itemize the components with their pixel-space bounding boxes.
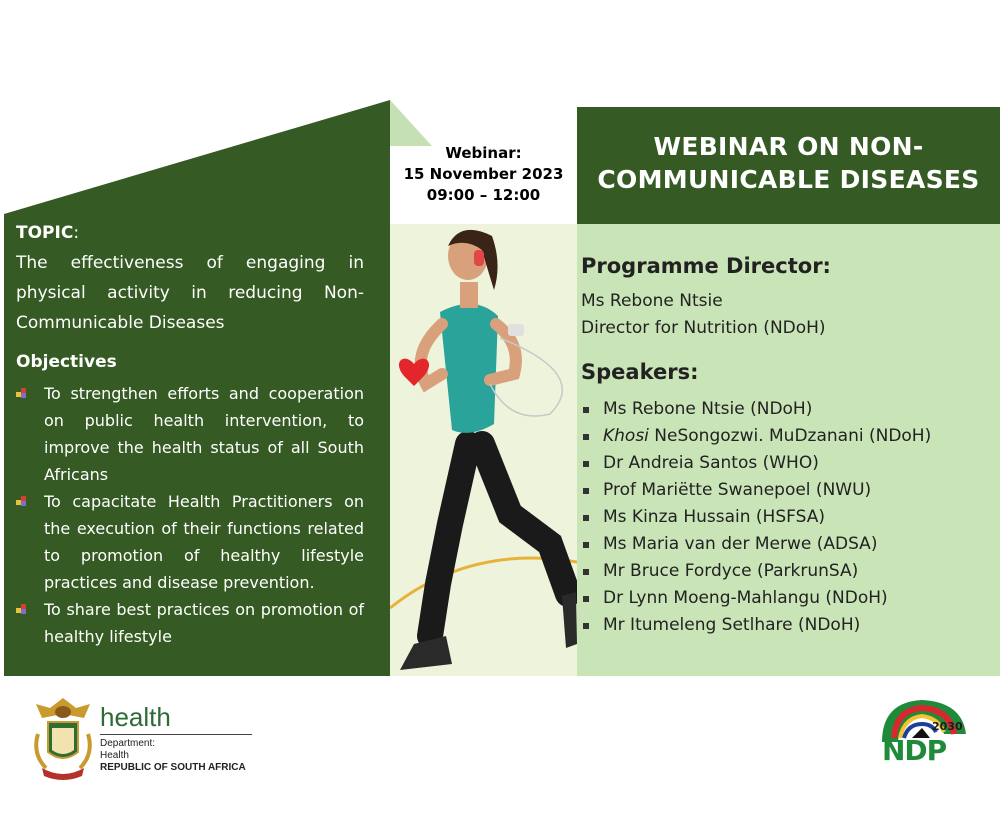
health-department-logo <box>28 694 268 782</box>
speaker-item: Prof Mariëtte Swanepoel (NWU) <box>581 477 931 504</box>
bullet-icon <box>16 496 27 507</box>
speaker-item: Mr Bruce Fordyce (ParkrunSA) <box>581 558 931 585</box>
speakers-list <box>581 396 931 639</box>
speaker-item: Ms Maria van der Merwe (ADSA) <box>581 531 931 558</box>
programme-director-info <box>581 288 826 342</box>
department-text: Department: Health REPUBLIC OF SOUTH AFRICA <box>100 738 246 773</box>
programme-director-title: Programme Director: <box>581 254 831 278</box>
runner-illustration <box>390 224 577 676</box>
objectives-list <box>16 380 364 650</box>
webinar-datetime <box>390 143 577 206</box>
ndp-2030-logo <box>874 694 970 766</box>
topic-label: TOPIC <box>16 223 74 243</box>
topic-text: The effectiveness of engaging in physical activity in reducing Non-Communicable Diseases <box>16 253 364 333</box>
webinar-time: 09:00 – 12:00 <box>426 186 541 204</box>
webinar-date: 15 November 2023 <box>403 165 564 183</box>
ndp-year: 2030 <box>932 720 963 733</box>
objective-item: To capacitate Health Practitioners on the execution of their functions related to promotion of healthy lifestyle practices and disease prevention. <box>16 488 364 596</box>
bullet-icon <box>16 388 27 399</box>
speaker-item: Ms Rebone Ntsie (NDoH) <box>581 396 931 423</box>
objective-item: To strengthen efforts and cooperation on public health intervention, to improve the health status of all South Africans <box>16 380 364 488</box>
runner-photo <box>390 224 577 676</box>
objective-item: To share best practices on promotion of healthy lifestyle <box>16 596 364 650</box>
bullet-icon <box>16 604 27 615</box>
programme-director-name: Ms Rebone Ntsie <box>581 291 723 311</box>
programme-director-role: Director for Nutrition (NDoH) <box>581 318 826 338</box>
speaker-item: Dr Andreia Santos (WHO) <box>581 450 931 477</box>
webinar-label: Webinar: <box>445 144 522 162</box>
speaker-item: Ms Kinza Hussain (HSFSA) <box>581 504 931 531</box>
ndp-wordmark: NDP <box>882 734 947 767</box>
health-wordmark: health <box>100 702 171 732</box>
speaker-item: Mr Itumeleng Setlhare (NDoH) <box>581 612 931 639</box>
speaker-item: Khosi NeSongozwi. MuDzanani (NDoH) <box>581 423 931 450</box>
logo-divider <box>100 734 252 735</box>
webinar-title: WEBINAR ON NON- COMMUNICABLE DISEASES <box>597 132 980 194</box>
objectives-title: Objectives <box>16 352 117 372</box>
coat-of-arms-icon <box>28 694 98 782</box>
topic-block: TOPIC: The effectiveness of engaging in physical activity in reducing Non-Communicable Diseases <box>16 223 364 333</box>
speakers-title: Speakers: <box>581 360 699 384</box>
speaker-item: Dr Lynn Moeng-Mahlangu (NDoH) <box>581 585 931 612</box>
